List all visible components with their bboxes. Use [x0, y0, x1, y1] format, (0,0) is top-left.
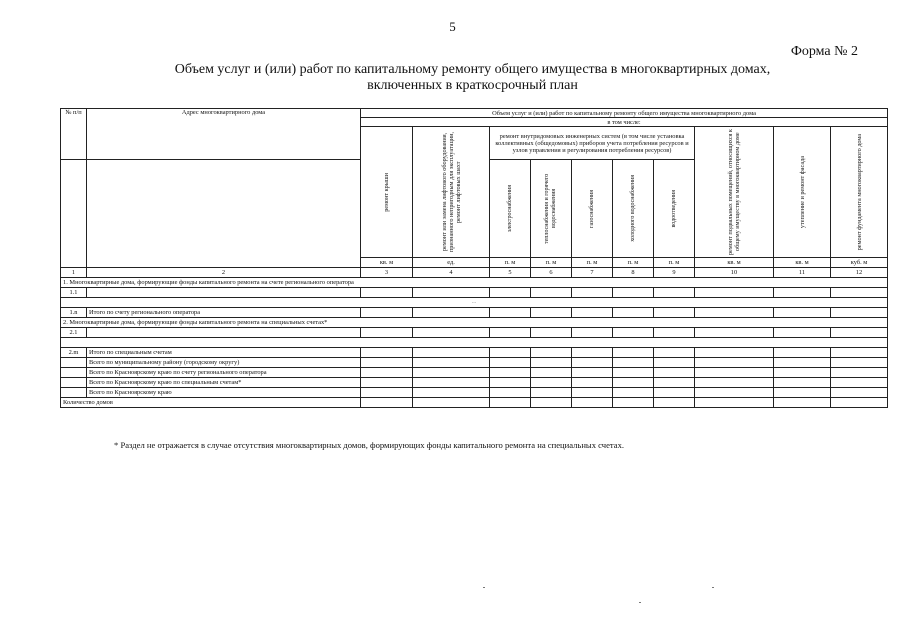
row-number: 1.1	[61, 288, 87, 298]
header-heating	[531, 160, 572, 258]
house-count-label: Количество домов	[61, 398, 361, 408]
header-electricity	[490, 160, 531, 258]
row-number: 2.m	[61, 348, 87, 358]
unit-cell: п. м	[613, 258, 654, 268]
unit-cell: кв. м	[774, 258, 831, 268]
header-foundation	[831, 127, 888, 258]
header-drainage-text: водоотведения	[670, 189, 677, 228]
unit-cell: п. м	[531, 258, 572, 268]
ellipsis: ...	[61, 298, 888, 308]
column-number: 1	[61, 268, 87, 278]
header-drainage	[654, 160, 695, 258]
column-number: 3	[361, 268, 413, 278]
column-number: 10	[695, 268, 774, 278]
header-engineering: ремонт внутридомовых инженерных систем (в том числе установка коллективных (общедомовых) приборов учета потребления ресурсов и узлов управления и регулирования потребления ресурсов)	[490, 127, 695, 160]
unit-cell: п. м	[572, 258, 613, 268]
column-number: 11	[774, 268, 831, 278]
header-roof-text: ремонт крыши	[383, 172, 390, 212]
header-gas	[572, 160, 613, 258]
unit-cell: куб. м	[831, 258, 888, 268]
column-numbers-row	[61, 268, 888, 278]
house-count-row	[61, 398, 888, 408]
column-number: 12	[831, 268, 888, 278]
total-regional-row	[61, 308, 888, 318]
total-krai-regional-label: Всего по Красноярскому краю по счету регионального оператора	[87, 368, 361, 378]
header-heating-text: теплоснабжения и горячего водоснабжения	[544, 173, 557, 244]
header-basement-text: ремонт подвальных помещений, относящихся к общему имуществу в многоквартирном доме	[727, 129, 741, 255]
header-address: Адрес многоквартирного дома	[87, 109, 361, 160]
unit-cell: ед.	[413, 258, 490, 268]
table-row	[61, 328, 888, 338]
header-electricity-text: электроснабжения	[506, 184, 513, 233]
header-cold-water	[613, 160, 654, 258]
header-lift-text: ремонт или замена лифтового оборудования, признанного непригодным для эксплуатации, ремонт лифтовых шахт	[440, 132, 462, 252]
title-line-1: Объем услуг и (или) работ по капитальному ремонту общего имущества в многоквартирных домах,	[174, 62, 771, 77]
unit-cell: п. м	[490, 258, 531, 268]
total-krai-special-label: Всего по Красноярскому краю по специальным счетам*	[87, 378, 361, 388]
table-row-placeholder	[61, 338, 888, 348]
total-krai-special-row	[61, 378, 888, 388]
header-number: № п/п	[61, 109, 87, 160]
column-number: 8	[613, 268, 654, 278]
total-municipal-label: Всего по муниципальному району (городскому округу)	[87, 358, 361, 368]
header-facade	[774, 127, 831, 258]
column-number: 4	[413, 268, 490, 278]
column-number: 7	[572, 268, 613, 278]
column-number: 9	[654, 268, 695, 278]
total-krai-row	[61, 388, 888, 398]
scan-speck	[639, 602, 641, 603]
unit-cell: п. м	[654, 258, 695, 268]
form-label: Форма № 2	[790, 44, 858, 59]
header-foundation-text: ремонт фундамента многоквартирного дома	[855, 133, 863, 251]
footnote: * Раздел не отражается в случае отсутствия многоквартирных домов, формирующих фонды капитального ремонта на специальных счетах.	[114, 440, 625, 450]
capital-repair-table	[60, 108, 888, 408]
total-special-row	[61, 348, 888, 358]
section-2-label: 2. Многоквартирные дома, формирующие фонды капитального ремонта на специальных счетах*	[61, 318, 888, 328]
header-lift	[413, 127, 490, 258]
unit-cell: кв. м	[361, 258, 413, 268]
page-number: 5	[449, 19, 456, 34]
row-number: 1.n	[61, 308, 87, 318]
column-number: 6	[531, 268, 572, 278]
column-number: 5	[490, 268, 531, 278]
unit-cell: кв. м	[695, 258, 774, 268]
scan-speck	[712, 587, 714, 588]
header-facade-text: утепление и ремонт фасада	[798, 155, 806, 229]
column-number: 2	[87, 268, 361, 278]
title-line-2: включенных в краткосрочный план	[367, 78, 578, 93]
header-including: в том числе:	[361, 118, 888, 127]
section-1-label: 1. Многоквартирные дома, формирующие фонды капитального ремонта на счете регионального оператора	[61, 278, 888, 288]
total-krai-label: Всего по Красноярскому краю	[87, 388, 361, 398]
section-1-row	[61, 278, 888, 288]
header-cold-water-text: холодного водоснабжения	[629, 175, 636, 242]
total-krai-regional-row	[61, 368, 888, 378]
section-2-row	[61, 318, 888, 328]
total-special-label: Итого по специальным счетам	[87, 348, 361, 358]
total-regional-label: Итого по счету регионального оператора	[87, 308, 361, 318]
header-roof	[361, 127, 413, 258]
header-basement	[695, 127, 774, 258]
table-row-placeholder	[61, 298, 888, 308]
document-title	[120, 62, 825, 94]
header-volume: Объем услуг и (или) работ по капитальному ремонту общего имущества многоквартирного дома	[361, 109, 888, 118]
header-gas-text: газоснабжения	[588, 189, 595, 228]
row-number: 2.1	[61, 328, 87, 338]
scan-speck	[483, 587, 485, 588]
total-municipal-row	[61, 358, 888, 368]
table-row	[61, 288, 888, 298]
